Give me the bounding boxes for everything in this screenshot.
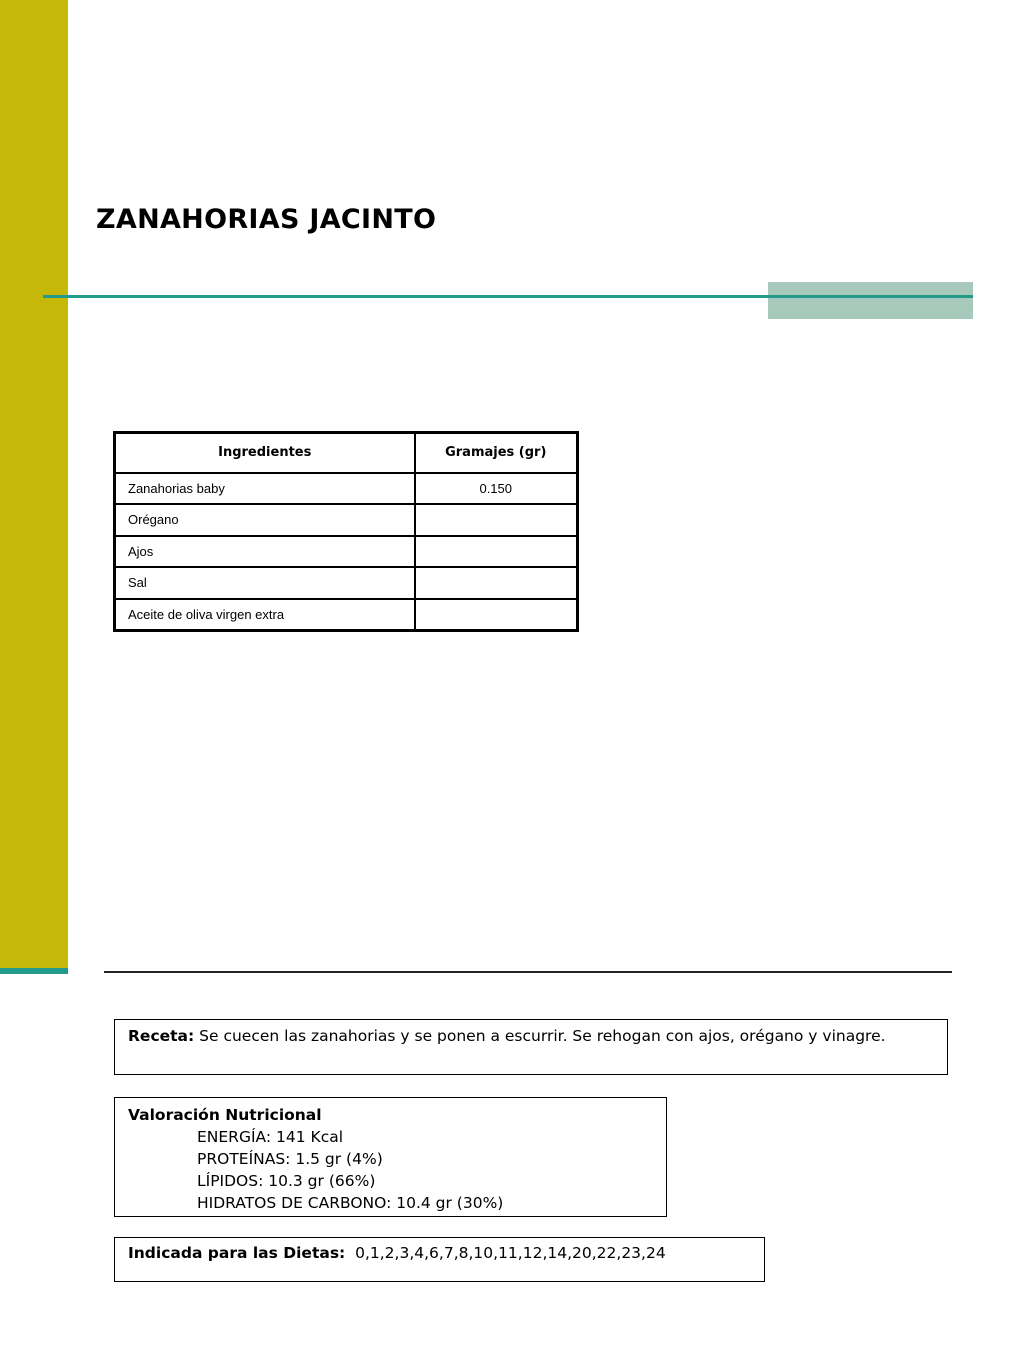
left-accent-bar-foot xyxy=(0,968,68,974)
recipe-text: Se cuecen las zanahorias y se ponen a escurrir. Se rehogan con ajos, orégano y vinagre. xyxy=(199,1027,886,1045)
left-accent-bar xyxy=(0,0,68,968)
nutrition-lipids: LÍPIDOS: 10.3 gr (66%) xyxy=(197,1172,376,1190)
diets-box xyxy=(114,1237,765,1282)
diets-label: Indicada para las Dietas: xyxy=(128,1244,346,1262)
table-row xyxy=(115,473,578,504)
nutrition-carbs: HIDRATOS DE CARBONO: 10.4 gr (30%) xyxy=(197,1194,504,1212)
header-ingredients: Ingredientes xyxy=(115,433,415,473)
nutrition-heading: Valoración Nutricional xyxy=(128,1106,322,1124)
table-row xyxy=(115,599,578,631)
accent-block xyxy=(768,282,973,319)
table-row xyxy=(115,504,578,535)
table-header-row xyxy=(115,433,578,473)
recipe-label: Receta: xyxy=(128,1027,195,1045)
ingredient-cell: Sal xyxy=(115,567,415,598)
recipe-box xyxy=(114,1019,948,1075)
ingredient-cell: Zanahorias baby xyxy=(115,473,415,504)
ingredients-table xyxy=(113,431,579,632)
grams-cell xyxy=(415,599,578,631)
table-row xyxy=(115,536,578,567)
header-grams: Gramajes (gr) xyxy=(415,433,578,473)
nutrition-box xyxy=(114,1097,667,1217)
grams-cell xyxy=(415,567,578,598)
ingredient-cell: Orégano xyxy=(115,504,415,535)
ingredient-cell: Ajos xyxy=(115,536,415,567)
section-divider xyxy=(104,971,952,973)
nutrition-energy: ENERGÍA: 141 Kcal xyxy=(197,1128,344,1146)
grams-cell xyxy=(415,504,578,535)
grams-cell: 0.150 xyxy=(415,473,578,504)
accent-block-line xyxy=(768,295,973,298)
grams-cell xyxy=(415,536,578,567)
page-title: ZANAHORIAS JACINTO xyxy=(96,204,437,235)
diets-value: 0,1,2,3,4,6,7,8,10,11,12,14,20,22,23,24 xyxy=(355,1244,666,1262)
nutrition-proteins: PROTEÍNAS: 1.5 gr (4%) xyxy=(197,1150,383,1168)
table-row xyxy=(115,567,578,598)
ingredient-cell: Aceite de oliva virgen extra xyxy=(115,599,415,631)
